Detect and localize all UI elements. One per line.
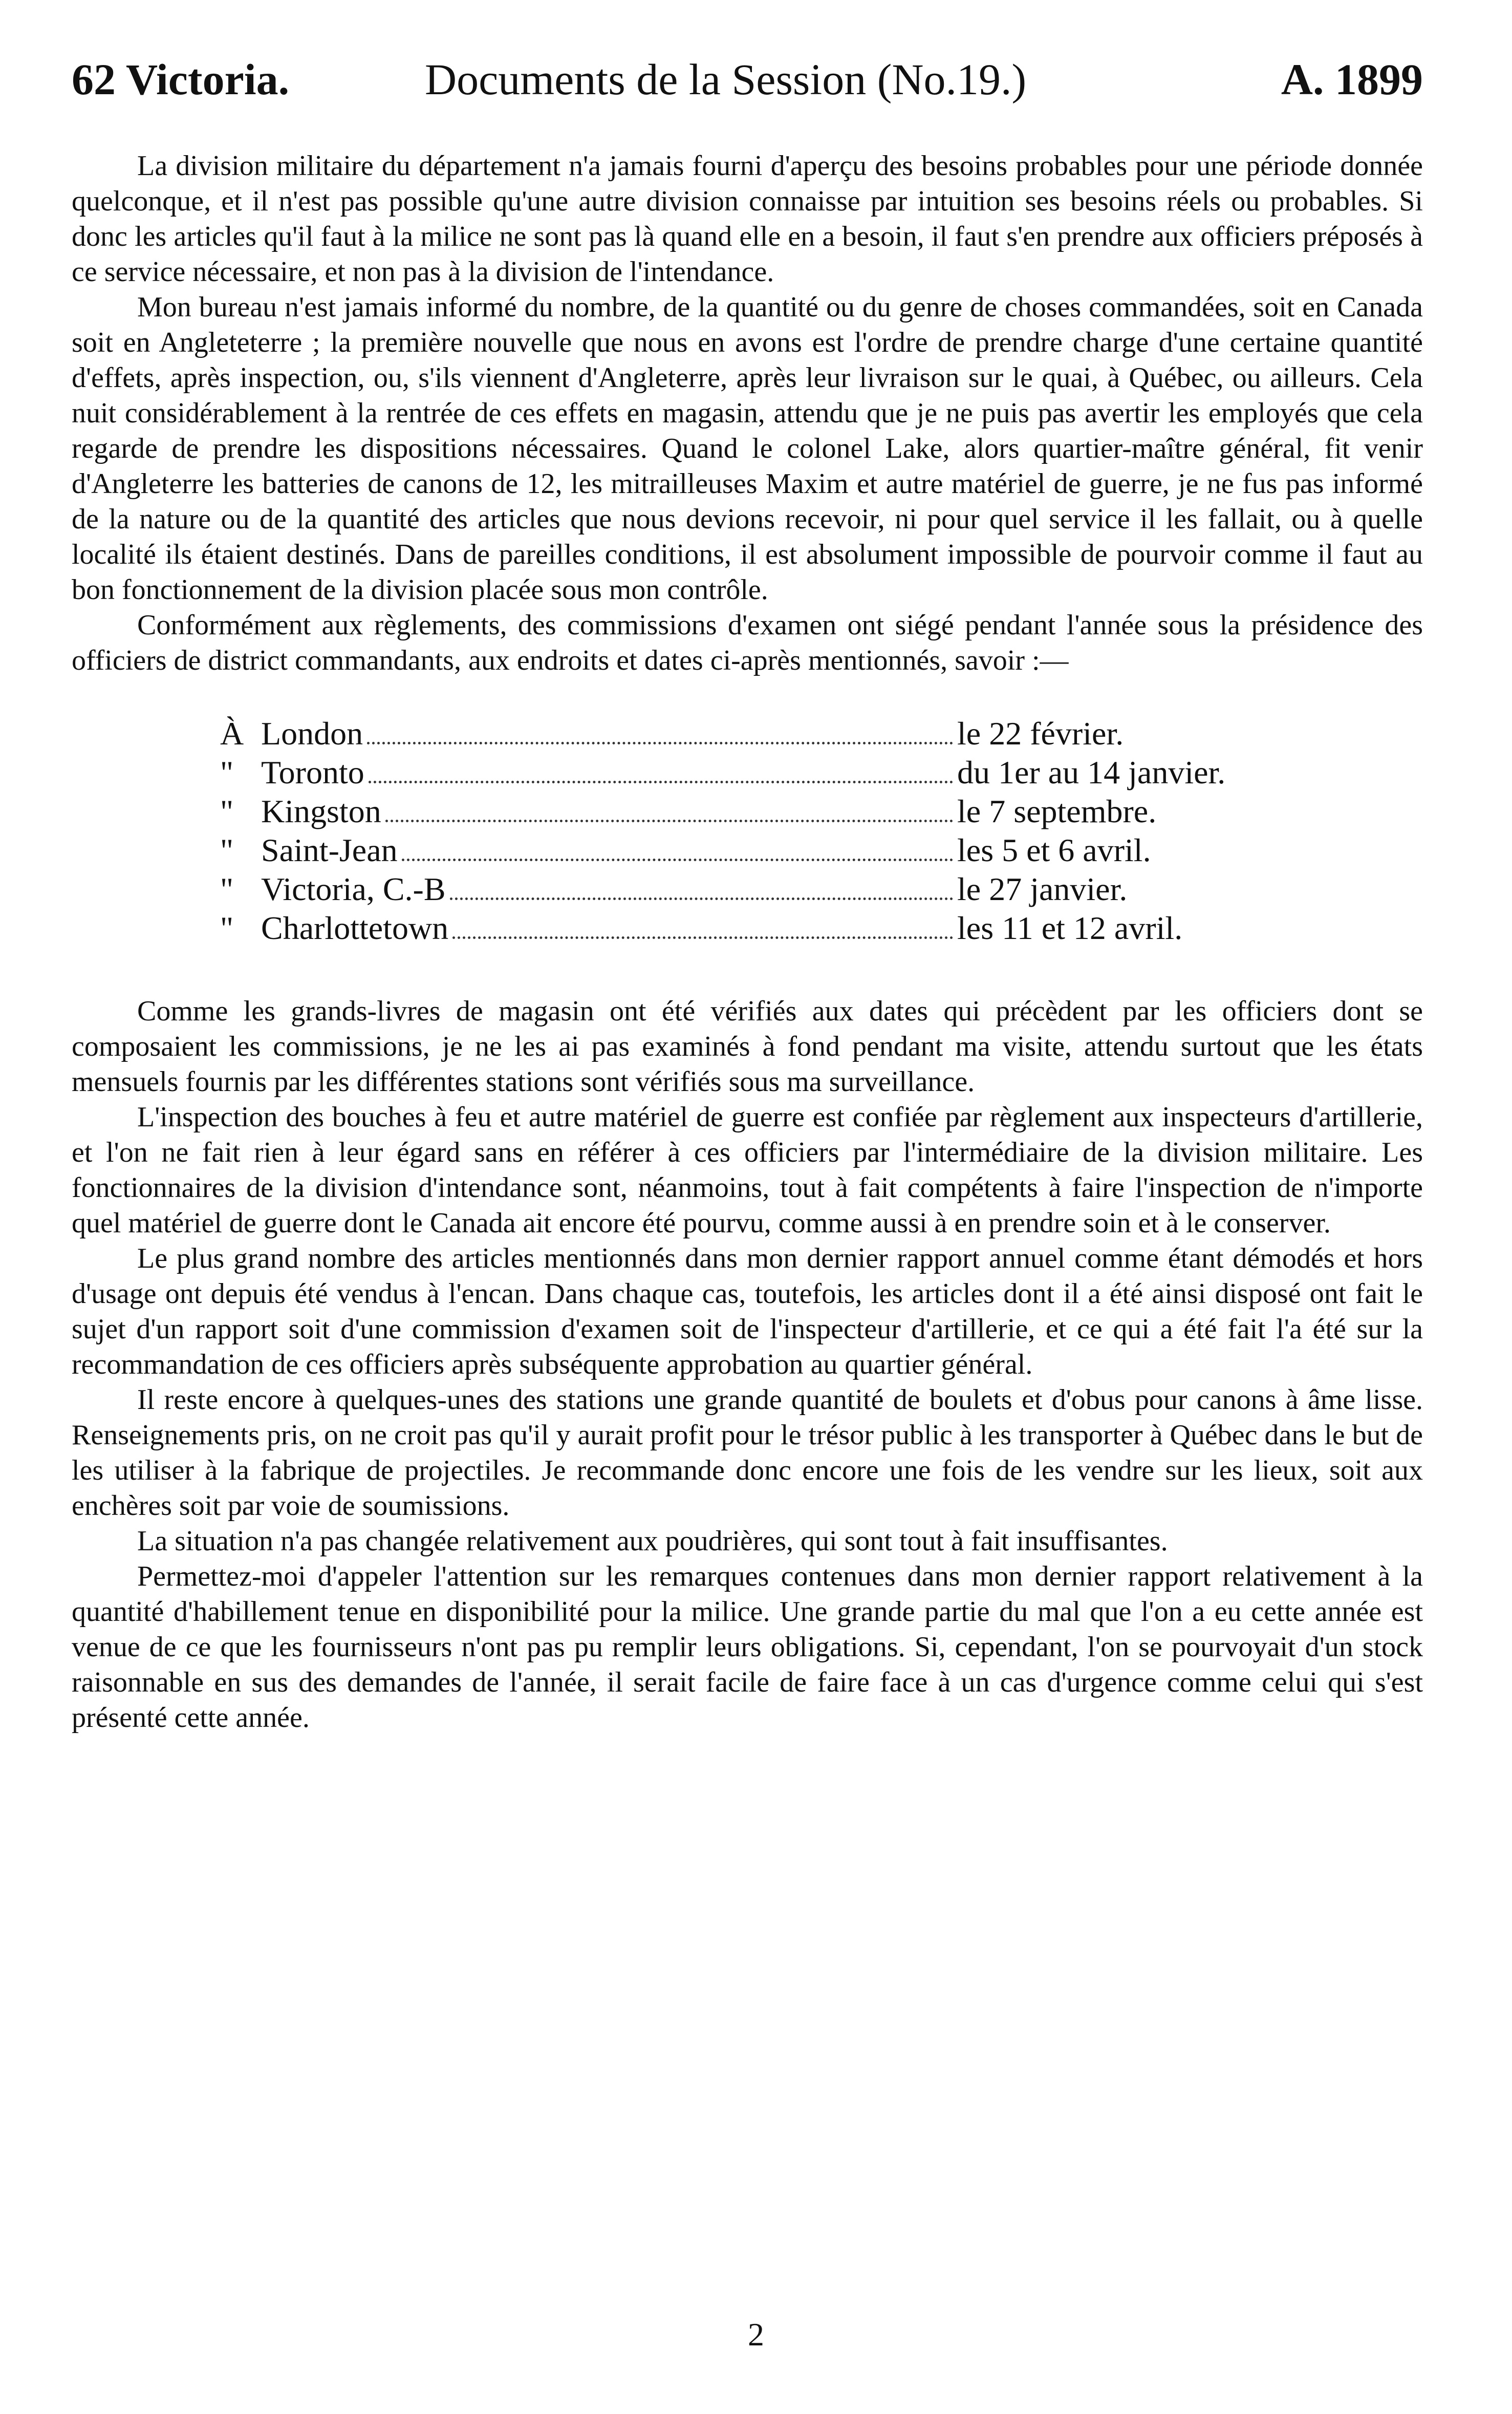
body-text (72, 148, 1423, 1736)
paragraph: Le plus grand nombre des articles mentionnés dans mon dernier rapport annuel comme étant démodés et hors d'usage ont depuis été vendus à l'encan. Dans chaque cas, toutefois, les articles dont il a été ainsi disposé ont fait le sujet d'un rapport soit d'une commission d'examen soit de l'inspecteur d'artillerie, et ce qui a été fait l'a été sur la recommandation de ces officiers après subséquente approbation au quartier général. (72, 1243, 1423, 1380)
dot-leader (402, 859, 953, 861)
dot-leader (385, 820, 953, 822)
list-prefix: " (220, 793, 234, 829)
location-date: du 1er au 14 janvier. (957, 754, 1226, 791)
paragraph: Mon bureau n'est jamais informé du nombre, de la quantité ou du genre de choses commandées, soit en Canada soit en Angleteterre ; la première nouvelle que nous en avons est l'ordre de prendre charge d'une certaine quantité d'effets, après inspection, ou, s'ils viennent d'Angleterre, après leur livraison sur le quai, à Québec, ou ailleurs. Cela nuit considérablement à la rentrée de ces effets en magasin, attendu que je ne puis pas avertir les employés que cela regarde de prendre les dispositions nécessaires. Quand le colonel Lake, alors quartier-maître général, fit venir d'Angleterre les batteries de canons de 12, les mitrailleuses Maxim et autre matériel de guerre, je ne fus pas informé de la nature ou de la quantité des articles que nous devions recevoir, ni pour quel service il les fallait, ou à quelle localité ils étaient destinés. Dans de pareilles conditions, il est absolument impossible de pourvoir comme il faut au bon fonctionnement de la division placée sous mon contrôle. (72, 291, 1423, 606)
list-prefix: " (220, 910, 234, 946)
list-prefix: À (220, 715, 244, 752)
list-item (220, 909, 1285, 948)
location-name: Kingston (261, 793, 381, 829)
header-document-title: Documents de la Session (No.19.) (425, 55, 1027, 104)
location-date: le 7 septembre. (957, 793, 1157, 829)
dot-leader (369, 781, 953, 783)
dot-leader (452, 936, 953, 939)
location-date: les 5 et 6 avril. (957, 832, 1151, 868)
paragraph: Conformément aux règlements, des commissions d'examen ont siégé pendant l'année sous la présidence des officiers de district commandants, aux endroits et dates ci-après mentionnés, savoir :— (72, 609, 1423, 676)
board-locations-list (220, 714, 1285, 948)
page-number: 2 (748, 2316, 764, 2353)
paragraph: L'inspection des bouches à feu et autre matériel de guerre est confiée par règlement aux inspecteurs d'artillerie, et l'on ne fait rien à leur égard sans en référer à ces officiers par l'intermédiaire de la division militaire. Les fonctionnaires de la division d'intendance sont, néanmoins, tout à fait compétents à faire l'inspection de n'importe quel matériel de guerre dont le Canada ait encore été pourvu, comme aussi à en prendre soin et à le conserver. (72, 1101, 1423, 1239)
location-name: Saint-Jean (261, 832, 398, 868)
list-item (220, 870, 1285, 909)
paragraph: Permettez-moi d'appeler l'attention sur les remarques contenues dans mon dernier rapport relativement à la quantité d'habillement tenue en disponibilité pour la milice. Une grande partie du mal que l'on a eu cette année est venue de ce que les fournisseurs n'ont pas pu remplir leurs obligations. Si, cependant, l'on se pourvoyait d'un stock raisonnable en sus des demandes de l'année, il serait facile de faire face à un cas d'urgence comme celui qui s'est présenté cette année. (72, 1561, 1423, 1734)
list-prefix: " (220, 832, 234, 868)
header-year: A. 1899 (1281, 55, 1423, 104)
dot-leader (450, 898, 953, 900)
dot-leader (367, 742, 953, 744)
paragraph: Il reste encore à quelques-unes des stations une grande quantité de boulets et d'obus pour canons à âme lisse. Renseignements pris, on ne croit pas qu'il y aurait profit pour le trésor public à les transporter à Québec dans le but de les utiliser à la fabrique de projectiles. Je recommande donc encore une fois de les vendre sur les lieux, soit aux enchères soit par voie de soumissions. (72, 1384, 1423, 1522)
header-session-year: 62 Victoria. (72, 55, 290, 104)
list-prefix: " (220, 871, 234, 907)
location-name: Victoria, C.-B (261, 871, 446, 907)
location-date: le 22 février. (957, 715, 1124, 752)
location-date: les 11 et 12 avril. (957, 910, 1183, 946)
page-header (72, 49, 1423, 110)
paragraph: Comme les grands-livres de magasin ont été vérifiés aux dates qui précèdent par les officiers dont se composaient les commissions, je ne les ai pas examinés à fond pendant ma visite, attendu surtout que les états mensuels fournis par les différentes stations sont vérifiés sous ma surveillance. (72, 995, 1423, 1098)
location-date: le 27 janvier. (957, 871, 1128, 907)
location-name: Toronto (261, 754, 364, 791)
location-name: Charlottetown (261, 910, 449, 946)
list-item (220, 753, 1285, 792)
list-prefix: " (220, 754, 234, 791)
paragraph: La situation n'a pas changée relativement aux poudrières, qui sont tout à fait insuffisantes. (137, 1525, 1168, 1557)
list-item (220, 831, 1285, 870)
paragraph: La division militaire du département n'a jamais fourni d'aperçu des besoins probables pour une période donnée quelconque, et il n'est pas possible qu'une autre division connaisse par intuition ses besoins réels ou probables. Si donc les articles qu'il faut à la milice ne sont pas là quand elle en a besoin, il faut s'en prendre aux officiers préposés à ce service nécessaire, et non pas à la division de l'intendance. (72, 150, 1423, 288)
list-item (220, 792, 1285, 831)
list-item (220, 714, 1285, 753)
location-name: London (261, 715, 363, 752)
